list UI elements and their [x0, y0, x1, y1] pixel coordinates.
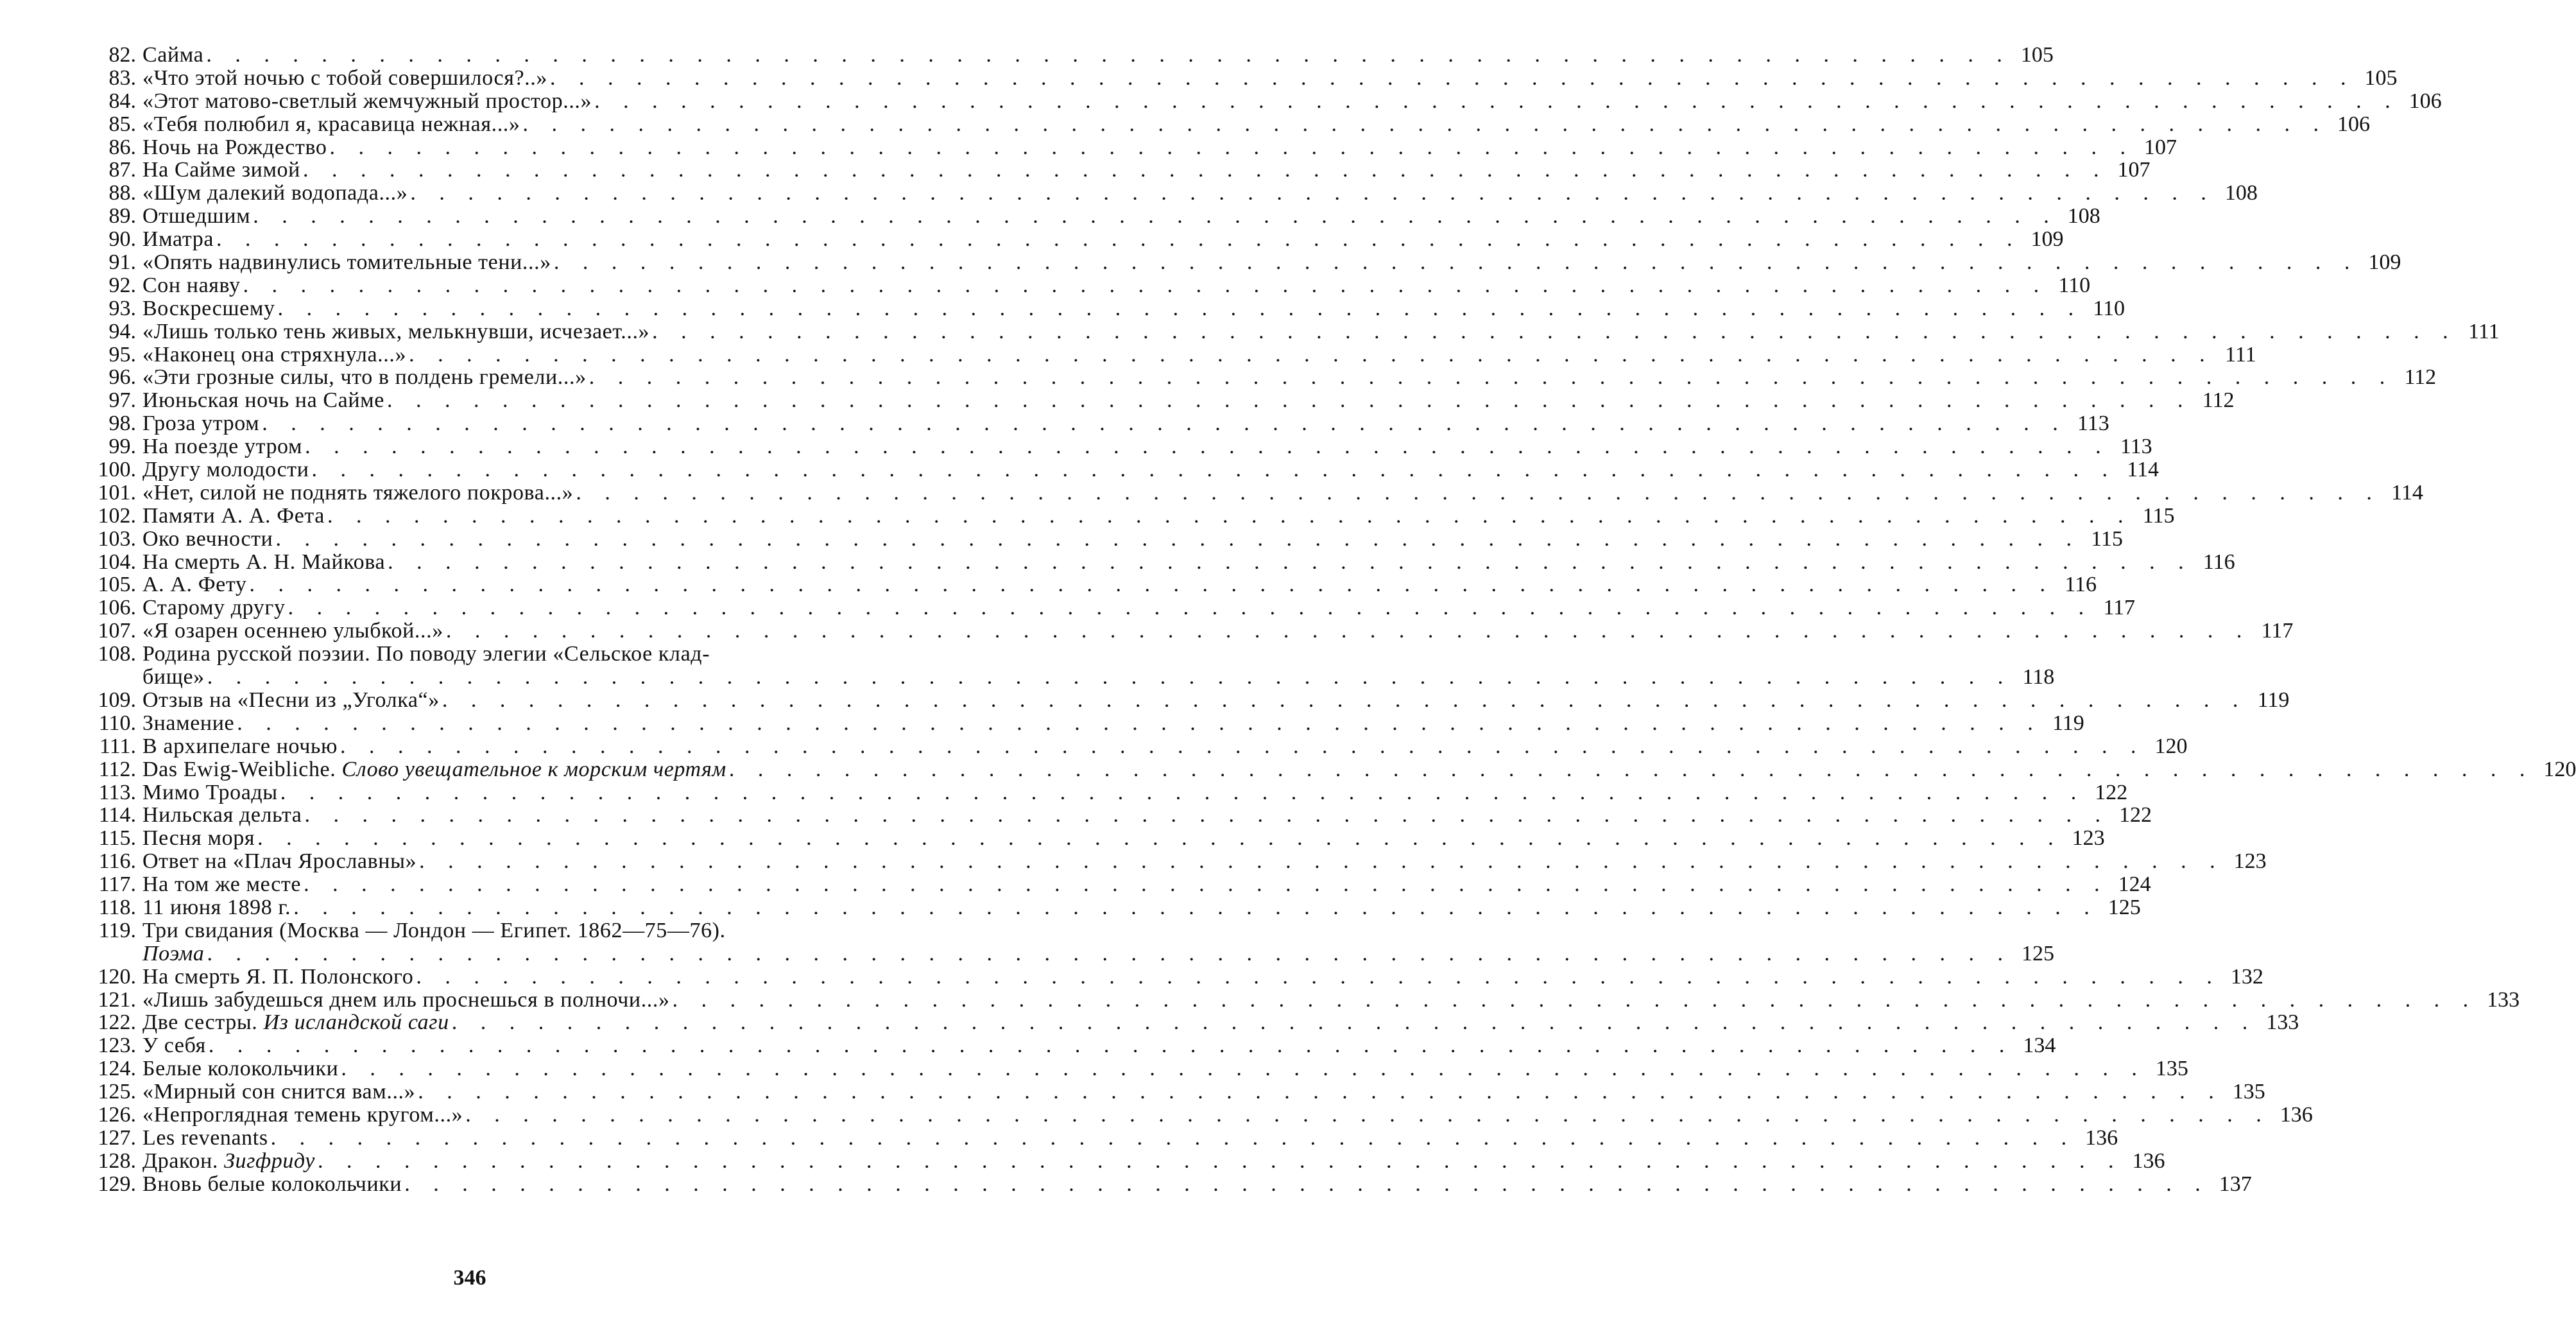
- entry-page: 105: [2020, 43, 2054, 67]
- entry-title: «Лишь только тень живых, мелькнувши, исчезает...»: [142, 319, 650, 343]
- entry-number: 102.: [98, 503, 136, 528]
- entry-number: 84.: [108, 89, 136, 113]
- dot-leader: . . . . . . . . . . . . . . . . . . . . . . . . . . . . . . . . . . . . . . . . . . . . . . . . . . . . . . . . . . . . . . .: [208, 1034, 2014, 1058]
- entry-number: 108.: [98, 642, 136, 666]
- entry-page: 119: [2052, 711, 2084, 735]
- toc-entry: [91, 135, 2177, 159]
- dot-leader: . . . . . . . . . . . . . . . . . . . . . . . . . . . . . . . . . . . . . . . . . . . . . . . . . . . . . . . . . . . . . . .: [410, 181, 2215, 205]
- entry-page: 133: [2487, 987, 2520, 1012]
- entry-page: 120: [2543, 757, 2576, 781]
- entry-page: 105: [2364, 65, 2398, 90]
- entry-page: 106: [2409, 89, 2442, 113]
- toc-entry: [91, 619, 2294, 643]
- toc-entry: [91, 895, 2141, 919]
- entry-number: 101.: [98, 480, 136, 505]
- entry-page: 133: [2266, 1010, 2299, 1035]
- entry-title: «Наконец она стряхнула...»: [142, 342, 407, 367]
- dot-leader: . . . . . . . . . . . . . . . . . . . . . . . . . . . . . . . . . . . . . . . . . . . . . . . . . . . . . . . . . . . . . . .: [311, 458, 2117, 482]
- entry-title: На том же месте: [142, 872, 302, 897]
- entry-page: 108: [2224, 181, 2258, 205]
- dot-leader: . . . . . . . . . . . . . . . . . . . . . . . . . . . . . . . . . . . . . . . . . . . . . . . . . . . . . . . . . . . . . . .: [243, 273, 2048, 297]
- dot-leader: . . . . . . . . . . . . . . . . . . . . . . . . . . . . . . . . . . . . . . . . . . . . . . . . . . . . . . . . . . . . . . .: [304, 803, 2109, 827]
- entry-page: 116: [2202, 550, 2235, 574]
- entry-title: На поезде утром: [142, 435, 303, 459]
- dot-leader: . . . . . . . . . . . . . . . . . . . . . . . . . . . . . . . . . . . . . . . . . . . . . . . . . . . . . . . . . . . . . . .: [257, 826, 2063, 851]
- dot-leader: . . . . . . . . . . . . . . . . . . . . . . . . . . . . . . . . . . . . . . . . . . . . . . . . . . . . . . . . . . . . . . .: [386, 388, 2192, 413]
- toc-entry: [91, 342, 2256, 367]
- entry-title: На Сайме зимой: [142, 158, 300, 182]
- toc-entry: [91, 803, 2152, 827]
- toc-entry: [91, 435, 2152, 459]
- entry-page: 134: [2023, 1034, 2056, 1058]
- entry-page: 109: [2368, 250, 2401, 275]
- dot-leader: . . . . . . . . . . . . . . . . . . . . . . . . . . . . . . . . . . . . . . . . . . . . . . . . . . . . . . . . . . . . . . .: [522, 112, 2328, 136]
- entry-number: 82.: [108, 43, 136, 67]
- entry-number: 127.: [98, 1125, 136, 1150]
- entry-number: 115.: [98, 826, 136, 851]
- dot-leader: . . . . . . . . . . . . . . . . . . . . . . . . . . . . . . . . . . . . . . . . . . . . . . . . . . . . . . . . . . . . . . .: [275, 526, 2081, 551]
- entry-title: Ответ на «Плач Ярославны»: [142, 849, 417, 874]
- entry-title: Сайма: [142, 43, 204, 67]
- entry-title: Другу молодости: [142, 458, 309, 482]
- entry-number: 112.: [98, 757, 136, 781]
- toc-entry: [91, 1057, 2188, 1081]
- table-of-contents: [91, 43, 2576, 1196]
- dot-leader: . . . . . . . . . . . . . . . . . . . . . . . . . . . . . . . . . . . . . . . . . . . . . . . . . . . . . . . . . . . . . . .: [588, 365, 2394, 390]
- entry-title: Песня моря: [142, 826, 255, 851]
- entry-page: 137: [2219, 1172, 2252, 1196]
- toc-entry: [91, 411, 2109, 436]
- entry-title: На смерть Я. П. Полонского: [142, 964, 414, 989]
- entry-subtitle: Зигфриду: [224, 1148, 315, 1173]
- toc-entry: [91, 480, 2423, 505]
- dot-leader: . . . . . . . . . . . . . . . . . . . . . . . . . . . . . . . . . . . . . . . . . . . . . . . . . . . . . . . . . . . . . . .: [249, 573, 2054, 597]
- entry-number: 92.: [108, 273, 136, 297]
- dot-leader: . . . . . . . . . . . . . . . . . . . . . . . . . . . . . . . . . . . . . . . . . . . . . . . . . . . . . . . . . . . . . . .: [288, 596, 2093, 620]
- entry-page: 111: [2468, 319, 2500, 343]
- entry-number: 114.: [98, 803, 136, 827]
- entry-title: [142, 942, 205, 966]
- toc-entry: [91, 1148, 2165, 1173]
- entry-number: 122.: [98, 1010, 136, 1035]
- dot-leader: . . . . . . . . . . . . . . . . . . . . . . . . . . . . . . . . . . . . . . . . . . . . . . . . . . . . . . . . . . . . . . .: [317, 1148, 2123, 1173]
- entry-title: Иматра: [142, 227, 214, 252]
- entry-number: 98.: [108, 411, 136, 436]
- toc-entry: [91, 296, 2125, 320]
- dot-leader: . . . . . . . . . . . . . . . . . . . . . . . . . . . . . . . . . . . . . . . . . . . . . . . . . . . . . . . . . . . . . . .: [207, 941, 2012, 966]
- entry-title: Отзыв на «Песни из „Уголка“»: [142, 688, 440, 712]
- entry-title: «Шум далекий водопада...»: [142, 181, 408, 205]
- dot-leader: . . . . . . . . . . . . . . . . . . . . . . . . . . . . . . . . . . . . . . . . . . . . . . . . . . . . . . . . . . . . . . .: [549, 65, 2355, 90]
- toc-entry: [91, 273, 2091, 297]
- entry-number: 105.: [98, 573, 136, 597]
- dot-leader: . . . . . . . . . . . . . . . . . . . . . . . . . . . . . . . . . . . . . . . . . . . . . . . . . . . . . . . . . . . . . . .: [445, 619, 2251, 643]
- dot-leader: . . . . . . . . . . . . . . . . . . . . . . . . . . . . . . . . . . . . . . . . . . . . . . . . . . . . . . . . . . . . . . .: [594, 89, 2400, 113]
- entry-number: 86.: [108, 135, 136, 159]
- toc-entry: [91, 458, 2160, 482]
- entry-page: 135: [2232, 1080, 2265, 1104]
- entry-title: Ночь на Рождество: [142, 135, 327, 159]
- toc-entry: [91, 89, 2442, 113]
- entry-page: 114: [2391, 480, 2423, 505]
- entry-subtitle: Слово увещательное к морским чертям: [341, 757, 726, 781]
- dot-leader: . . . . . . . . . . . . . . . . . . . . . . . . . . . . . . . . . . . . . . . . . . . . . . . . . . . . . . . . . . . . . . .: [262, 411, 2067, 436]
- entry-page: 108: [2067, 204, 2100, 229]
- entry-page: 113: [2120, 435, 2152, 459]
- entry-title: Вновь белые колокольчики: [142, 1172, 402, 1196]
- entry-page: 117: [2103, 596, 2136, 620]
- toc-entry: [91, 43, 2054, 67]
- entry-number: 83.: [108, 65, 136, 90]
- dot-leader: . . . . . . . . . . . . . . . . . . . . . . . . . . . . . . . . . . . . . . . . . . . . . . . . . . . . . . . . . . . . . . .: [277, 296, 2083, 320]
- entry-number: 106.: [98, 596, 136, 620]
- entry-title: «Опять надвинулись томительные тени...»: [142, 250, 551, 275]
- entry-title-line: Три свидания (Москва — Лондон — Египет. 1862—75—76).: [142, 918, 726, 942]
- entry-subtitle: Поэма: [142, 941, 205, 966]
- entry-number: 129.: [98, 1172, 136, 1196]
- entry-title: Знамение: [142, 711, 235, 735]
- entry-number: 125.: [98, 1080, 136, 1104]
- toc-entry: [91, 573, 2097, 597]
- entry-page: 122: [2118, 803, 2152, 827]
- dot-leader: . . . . . . . . . . . . . . . . . . . . . . . . . . . . . . . . . . . . . . . . . . . . . . . . . . . . . . . . . . . . . . .: [207, 665, 2013, 689]
- toc-entry: [91, 112, 2371, 136]
- toc-entry: [91, 1125, 2118, 1150]
- dot-leader: . . . . . . . . . . . . . . . . . . . . . . . . . . . . . . . . . . . . . . . . . . . . . . . . . . . . . . . . . . . . . . .: [451, 1010, 2257, 1035]
- entry-title: Воскресшему: [142, 296, 275, 320]
- toc-entry: [91, 849, 2267, 874]
- entry-title: 11 июня 1898 г.: [142, 895, 291, 919]
- entry-number: 93.: [108, 296, 136, 320]
- toc-entry: [91, 757, 2576, 781]
- entry-page: 106: [2337, 112, 2371, 136]
- dot-leader: . . . . . . . . . . . . . . . . . . . . . . . . . . . . . . . . . . . . . . . . . . . . . . . . . . . . . . . . . . . . . . .: [341, 1057, 2146, 1081]
- entry-number: 94.: [108, 319, 136, 343]
- dot-leader: . . . . . . . . . . . . . . . . . . . . . . . . . . . . . . . . . . . . . . . . . . . . . . . . . . . . . . . . . . . . . . .: [280, 780, 2086, 804]
- entry-number: 124.: [98, 1057, 136, 1081]
- dot-leader: . . . . . . . . . . . . . . . . . . . . . . . . . . . . . . . . . . . . . . . . . . . . . . . . . . . . . . . . . . . . . . .: [652, 319, 2457, 343]
- entry-number: 113.: [98, 780, 136, 804]
- entry-page: 132: [2230, 964, 2263, 989]
- toc-entry: [91, 365, 2437, 390]
- entry-page: 117: [2261, 619, 2294, 643]
- dot-leader: . . . . . . . . . . . . . . . . . . . . . . . . . . . . . . . . . . . . . . . . . . . . . . . . . . . . . . . . . . . . . . .: [419, 849, 2224, 874]
- entry-page: 123: [2233, 849, 2267, 874]
- entry-title: Июньская ночь на Сайме: [142, 388, 384, 413]
- entry-page: 119: [2257, 688, 2290, 712]
- entry-title: Нильская дельта: [142, 803, 302, 827]
- entry-title: У себя: [142, 1034, 206, 1058]
- entry-page: 124: [2118, 872, 2151, 897]
- entry-subtitle: Из исландской саги: [263, 1010, 449, 1035]
- toc-entry: [91, 596, 2136, 620]
- entry-title: Мимо Троады: [142, 780, 278, 804]
- toc-entry: [91, 204, 2100, 229]
- entry-page: 107: [2117, 158, 2151, 182]
- entry-number: 121.: [98, 987, 136, 1012]
- entry-page: 123: [2072, 826, 2105, 851]
- entry-page: 116: [2065, 573, 2097, 597]
- entry-number: 90.: [108, 227, 136, 252]
- entry-title: «Мирный сон снится вам...»: [142, 1080, 416, 1104]
- entry-number: 120.: [98, 964, 136, 989]
- entry-number: 109.: [98, 688, 136, 712]
- toc-entry: [91, 388, 2235, 413]
- entry-page: 110: [2093, 296, 2125, 320]
- toc-entry: [91, 550, 2235, 574]
- dot-leader: . . . . . . . . . . . . . . . . . . . . . . . . . . . . . . . . . . . . . . . . . . . . . . . . . . . . . . . . . . . . . . .: [409, 342, 2214, 367]
- entry-number: 100.: [98, 458, 136, 482]
- entry-page: 125: [2108, 895, 2141, 919]
- entry-number: 103.: [98, 526, 136, 551]
- entry-page: 113: [2077, 411, 2109, 436]
- toc-entry: [91, 688, 2290, 712]
- toc-entry: [91, 319, 2500, 343]
- toc-entry: [91, 1172, 2252, 1196]
- entry-title: «Я озарен осеннею улыбкой...»: [142, 619, 443, 643]
- toc-entry: [91, 642, 2055, 689]
- toc-entry: [91, 826, 2105, 851]
- dot-leader: . . . . . . . . . . . . . . . . . . . . . . . . . . . . . . . . . . . . . . . . . . . . . . . . . . . . . . . . . . . . . . .: [270, 1125, 2076, 1150]
- entry-title: Гроза утром: [142, 411, 260, 436]
- entry-number: 117.: [98, 872, 136, 897]
- entry-number: 91.: [108, 250, 136, 275]
- toc-entry: [91, 1103, 2313, 1127]
- page-number: 346: [453, 1266, 486, 1290]
- entry-number: 85.: [108, 112, 136, 136]
- toc-entry: [91, 964, 2263, 989]
- dot-leader: . . . . . . . . . . . . . . . . . . . . . . . . . . . . . . . . . . . . . . . . . . . . . . . . . . . . . . . . . . . . . . .: [293, 895, 2099, 919]
- entry-title: «Непроглядная темень кругом...»: [142, 1103, 463, 1127]
- entry-page: 107: [2143, 135, 2177, 159]
- entry-number: 87.: [108, 158, 136, 182]
- entry-page: 125: [2022, 941, 2054, 966]
- entry-page: 136: [2132, 1148, 2165, 1173]
- entry-title: Сон наяву: [142, 273, 241, 297]
- entry-number: 97.: [108, 388, 136, 413]
- entry-title: Les revenants: [142, 1125, 268, 1150]
- entry-number: 128.: [98, 1148, 136, 1173]
- entry-title-line: Родина русской поэзии. По поводу элегии «Сельское клад-: [142, 642, 710, 666]
- entry-title: Памяти А. А. Фета: [142, 503, 325, 528]
- entry-page: 112: [2404, 365, 2437, 390]
- entry-title: «Нет, силой не поднять тяжелого покрова...»: [142, 480, 574, 505]
- dot-leader: . . . . . . . . . . . . . . . . . . . . . . . . . . . . . . . . . . . . . . . . . . . . . . . . . . . . . . . . . . . . . . .: [302, 158, 2108, 182]
- entry-page: 135: [2155, 1057, 2188, 1081]
- entry-page: 120: [2154, 734, 2188, 758]
- entry-title: «Эти грозные силы, что в полдень гремели...»: [142, 365, 587, 390]
- entry-number: 99.: [108, 435, 136, 459]
- entry-page: 115: [2142, 503, 2175, 528]
- entry-page: 112: [2202, 388, 2235, 413]
- dot-leader: . . . . . . . . . . . . . . . . . . . . . . . . . . . . . . . . . . . . . . . . . . . . . . . . . . . . . . . . . . . . . . .: [304, 872, 2109, 897]
- toc-entry: [91, 503, 2175, 528]
- dot-leader: . . . . . . . . . . . . . . . . . . . . . . . . . . . . . . . . . . . . . . . . . . . . . . . . . . . . . . . . . . . . . . .: [305, 435, 2110, 459]
- toc-entry: [91, 65, 2398, 90]
- entry-number: 118.: [98, 895, 136, 919]
- dot-leader: . . . . . . . . . . . . . . . . . . . . . . . . . . . . . . . . . . . . . . . . . . . . . . . . . . . . . . . . . . . . . . .: [465, 1103, 2271, 1127]
- entry-title: Отшедшим: [142, 204, 251, 229]
- entry-number: 126.: [98, 1103, 136, 1127]
- dot-leader: . . . . . . . . . . . . . . . . . . . . . . . . . . . . . . . . . . . . . . . . . . . . . . . . . . . . . . . . . . . . . . .: [553, 250, 2359, 275]
- entry-title: Старому другу: [142, 596, 286, 620]
- entry-number: 95.: [108, 342, 136, 367]
- entry-number: 111.: [99, 734, 136, 758]
- entry-title: «Лишь забудешься днем иль проснешься в полночи...»: [142, 987, 670, 1012]
- entry-number: 104.: [98, 550, 136, 574]
- dot-leader: . . . . . . . . . . . . . . . . . . . . . . . . . . . . . . . . . . . . . . . . . . . . . . . . . . . . . . . . . . . . . . .: [340, 734, 2145, 758]
- toc-entry: [91, 780, 2128, 804]
- dot-leader: . . . . . . . . . . . . . . . . . . . . . . . . . . . . . . . . . . . . . . . . . . . . . . . . . . . . . . . . . . . . . . .: [216, 227, 2022, 252]
- entry-number: 110.: [98, 711, 136, 735]
- toc-entry: [91, 711, 2084, 735]
- entry-page: 115: [2091, 526, 2123, 551]
- toc-entry: [91, 1080, 2265, 1104]
- dot-leader: . . . . . . . . . . . . . . . . . . . . . . . . . . . . . . . . . . . . . . . . . . . . . . . . . . . . . . . . . . . . . . .: [728, 757, 2534, 781]
- toc-entry: [91, 1034, 2056, 1058]
- entry-page: 109: [2031, 227, 2064, 252]
- entry-title: бище»: [142, 665, 205, 689]
- entry-title: В архипелаге ночью: [142, 734, 338, 758]
- dot-leader: . . . . . . . . . . . . . . . . . . . . . . . . . . . . . . . . . . . . . . . . . . . . . . . . . . . . . . . . . . . . . . .: [388, 550, 2193, 574]
- entry-title: «Что этой ночью с тобой совершилося?..»: [142, 65, 547, 90]
- dot-leader: . . . . . . . . . . . . . . . . . . . . . . . . . . . . . . . . . . . . . . . . . . . . . . . . . . . . . . . . . . . . . . .: [418, 1080, 2223, 1104]
- entry-page: 118: [2022, 665, 2055, 689]
- dot-leader: . . . . . . . . . . . . . . . . . . . . . . . . . . . . . . . . . . . . . . . . . . . . . . . . . . . . . . . . . . . . . . .: [206, 43, 2011, 67]
- entry-number: 123.: [98, 1034, 136, 1058]
- entry-page: 110: [2058, 273, 2091, 297]
- entry-page: 122: [2095, 780, 2128, 804]
- dot-leader: . . . . . . . . . . . . . . . . . . . . . . . . . . . . . . . . . . . . . . . . . . . . . . . . . . . . . . . . . . . . . . .: [327, 503, 2133, 528]
- entry-title: Две сестры. Из исландской саги: [142, 1010, 449, 1035]
- dot-leader: . . . . . . . . . . . . . . . . . . . . . . . . . . . . . . . . . . . . . . . . . . . . . . . . . . . . . . . . . . . . . . .: [442, 688, 2247, 712]
- entry-number: 89.: [108, 204, 136, 229]
- dot-leader: . . . . . . . . . . . . . . . . . . . . . . . . . . . . . . . . . . . . . . . . . . . . . . . . . . . . . . . . . . . . . . .: [329, 135, 2134, 159]
- toc-entry: [91, 987, 2520, 1012]
- entry-title: На смерть А. Н. Майкова: [142, 550, 386, 574]
- entry-title: «Тебя полюбил я, красавица нежная...»: [142, 112, 520, 136]
- entry-title: Белые колокольчики: [142, 1057, 339, 1081]
- entry-page: 114: [2127, 458, 2160, 482]
- dot-leader: . . . . . . . . . . . . . . . . . . . . . . . . . . . . . . . . . . . . . . . . . . . . . . . . . . . . . . . . . . . . . . .: [237, 711, 2042, 735]
- entry-title: Око вечности: [142, 526, 273, 551]
- entry-title: «Этот матово-светлый жемчужный простор...»: [142, 89, 592, 113]
- dot-leader: . . . . . . . . . . . . . . . . . . . . . . . . . . . . . . . . . . . . . . . . . . . . . . . . . . . . . . . . . . . . . . .: [672, 987, 2478, 1012]
- entry-number: 88.: [108, 181, 136, 205]
- entry-title: А. А. Фету: [142, 573, 247, 597]
- entry-title: Дракон. Зигфриду: [142, 1148, 315, 1173]
- entry-number: 96.: [108, 365, 136, 390]
- dot-leader: . . . . . . . . . . . . . . . . . . . . . . . . . . . . . . . . . . . . . . . . . . . . . . . . . . . . . . . . . . . . . . .: [253, 204, 2058, 229]
- toc-entry: [91, 250, 2401, 275]
- toc-entry: [91, 734, 2188, 758]
- toc-entry: [91, 227, 2064, 252]
- dot-leader: . . . . . . . . . . . . . . . . . . . . . . . . . . . . . . . . . . . . . . . . . . . . . . . . . . . . . . . . . . . . . . .: [576, 480, 2381, 505]
- toc-entry: [91, 918, 2054, 966]
- toc-entry: [91, 1010, 2299, 1035]
- toc-entry: [91, 526, 2123, 551]
- entry-number: 119.: [98, 918, 136, 942]
- entry-number: 107.: [98, 619, 136, 643]
- dot-leader: . . . . . . . . . . . . . . . . . . . . . . . . . . . . . . . . . . . . . . . . . . . . . . . . . . . . . . . . . . . . . . .: [416, 964, 2221, 989]
- entry-page: 136: [2280, 1103, 2313, 1127]
- dot-leader: . . . . . . . . . . . . . . . . . . . . . . . . . . . . . . . . . . . . . . . . . . . . . . . . . . . . . . . . . . . . . . .: [404, 1172, 2210, 1196]
- entry-page: 136: [2085, 1125, 2118, 1150]
- entry-number: 116.: [98, 849, 136, 874]
- toc-entry: [91, 872, 2151, 897]
- toc-entry: [91, 181, 2258, 205]
- entry-page: 111: [2225, 342, 2256, 367]
- toc-entry: [91, 158, 2151, 182]
- entry-title: Das Ewig-Weibliche. Слово увещательное к морским чертям: [142, 757, 726, 781]
